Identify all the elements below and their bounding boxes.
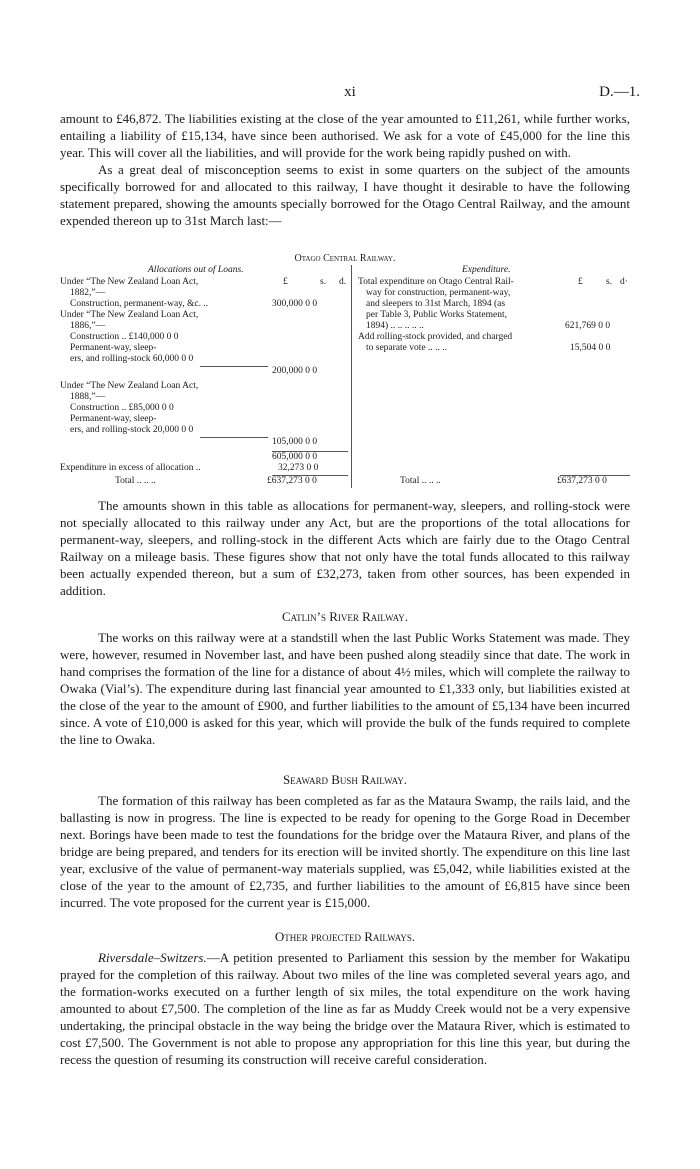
section-heading: Catlin’s River Railway. (281, 609, 409, 624)
paragraph: —A petition presented to Parliament this session by the member for Wakatipu prayed for the completion of this railway. About two miles of the line was completed several years ago, and the formation-works executed on a further length of six miles, the total expenditure on the work having amounted to about £7,500. The completion of the line as far as Muddy Creek would not be a very expensive undertaking, the principal obstacle in the way being the bridge over the Mataura River, which is estimated to cost £7,500. The Government is not able to propose any appropriation for this line this year, but during the recess the question of resuming its construction will receive careful consideration. (60, 950, 630, 1067)
right-heading: Expenditure. (462, 265, 511, 275)
act-1886-line1: Under “The New Zealand Loan Act, (60, 310, 199, 320)
paragraph: The amounts shown in this table as allocations for permanent-way, sleepers, and rolling-stock were not specially allocated to this railway under any Act, but are the proportions of the total allocations for permanent-way, sleepers, and rolling-stock in the different Acts which are fairly due to the Otago Central Railway on a mileage basis. These figures show that not only have the total funds allocated to this railway been actually expended thereon, but a sum of £32,273, taken from other sources, has been expended in addition. (60, 498, 630, 598)
act-1888-line1: Under “The New Zealand Loan Act, (60, 381, 199, 391)
seaward-bush-section (60, 771, 630, 911)
act-1886-item2a: Permanent-way, sleep- (70, 343, 157, 353)
act-1886-item1: Construction .. £140,000 0 0 (70, 332, 179, 342)
table-caption: Otago Central Railway. (294, 253, 396, 264)
left-heading: Allocations out of Loans. (148, 265, 244, 275)
other-railways-section (60, 928, 630, 1068)
right-total: £637,273 0 0 (557, 476, 607, 486)
act-1882-line1: Under “The New Zealand Loan Act, (60, 277, 199, 287)
rolling-stock-line1: Add rolling-stock provided, and charged (358, 332, 513, 342)
rule (200, 366, 268, 367)
rolling-stock-line2: to separate vote .. .. .. (366, 343, 447, 353)
left-total: £637,273 0 0 (267, 476, 317, 486)
rolling-stock-amount: 15,504 0 0 (570, 343, 611, 353)
subsection-title: Riversdale–Switzers. (98, 950, 207, 965)
act-1886-line2: 1886,”— (70, 321, 106, 331)
col-pence: d. (339, 277, 347, 287)
act-1888-item1: Construction .. £85,000 0 0 (70, 403, 174, 413)
section-heading: Seaward Bush Railway. (282, 772, 408, 787)
act-1882-line2: 1882,”— (70, 288, 106, 298)
section-heading: Other projected Railways. (274, 929, 416, 944)
excess-amount: 32,273 0 0 (278, 463, 319, 473)
act-1888-item2b: ers, and rolling-stock 20,000 0 0 (70, 425, 194, 435)
left-total-label: Total .. .. .. (115, 476, 156, 486)
otago-central-table (60, 253, 630, 488)
col-shillings: s. (320, 277, 327, 287)
subtotal: 605,000 0 0 (272, 452, 318, 462)
act-1882-amount: 300,000 0 0 (272, 299, 318, 309)
expenditure-amount: 621,769 0 0 (565, 321, 611, 331)
act-1882-item: Construction, permanent-way, &c. .. (70, 299, 209, 309)
paragraph: The formation of this railway has been completed as far as the Mataura Swamp, the rails laid, and the ballasting is now in progress. The line is expected to be ready for opening to the Gorge Road in December next. Borings have been made to test the foundations for the bridge over the Mataura River, and plans of the bridge are being prepared, and tenders for its erection will be invited shortly. The expenditure on this line last year, exclusive of the value of permanent-way materials supplied, was £5,042, while liabilities existed at the close of the year to the amount of £2,735, and further liabilities to the amount of £6,815 have since been incurred. The vote proposed for the current year is £15,000. (60, 793, 630, 910)
col-pound: £ (283, 277, 288, 287)
right-total-label: Total .. .. .. (400, 476, 441, 486)
expenditure-line5: 1894) .. .. .. .. .. (366, 321, 424, 331)
column-divider (351, 265, 352, 488)
col-shillings-right: s. (606, 277, 613, 287)
paragraph: The works on this railway were at a standstill when the last Public Works Statement was made. They were, however, resumed in November last, and have been pushed along steadily since that date. The work in hand comprises the formation of the line for a distance of about 4½ miles, which will complete the railway to Owaka (Vial’s). The expenditure during last financial year amounted to £1,333 only, but liabilities existed at the close of the year to the amount of £900, and further liabilities to the amount of £5,134 have been incurred since. A vote of £10,000 is asked for this year, which will provide the bulk of the funds required to complete the line to Owaka. (60, 630, 630, 747)
col-pence-right: d· (620, 277, 628, 287)
act-1888-line2: 1888,”— (70, 392, 106, 402)
table-note (60, 497, 630, 599)
intro-text (60, 110, 630, 229)
paragraph: amount to £46,872. The liabilities existing at the close of the year amounted to £11,261, while further works, entailing a liability of £15,134, have since been authorised. We ask for a vote of £45,000 for the line this year. This will cover all the liabilities, and will provide for the work being rapidly pushed on with. (60, 111, 630, 160)
catlins-section (60, 608, 630, 748)
expenditure-line2: way for construction, permanent-way, (366, 288, 511, 298)
rule (200, 437, 268, 438)
excess-label: Expenditure in excess of allocation .. (60, 463, 201, 473)
act-1886-item2b: ers, and rolling-stock 60,000 0 0 (70, 354, 194, 364)
document-reference: D.—1. (599, 84, 640, 100)
act-1888-amount: 105,000 0 0 (272, 437, 318, 447)
act-1886-amount: 200,000 0 0 (272, 366, 318, 376)
expenditure-line1: Total expenditure on Otago Central Rail- (358, 277, 514, 287)
expenditure-line4: per Table 3, Public Works Statement, (366, 310, 507, 320)
col-pound-right: £ (578, 277, 583, 287)
page-number: xi (344, 84, 356, 100)
act-1888-item2a: Permanent-way, sleep- (70, 414, 157, 424)
expenditure-line3: and sleepers to 31st March, 1894 (as (366, 299, 506, 309)
paragraph: As a great deal of misconception seems to exist in some quarters on the subject of the amounts specifically borrowed for and allocated to this railway, I have thought it desirable to have the following statement prepared, showing the amounts specially borrowed for the Otago Central Railway, and the amount expended thereon up to 31st March last:— (60, 162, 630, 228)
